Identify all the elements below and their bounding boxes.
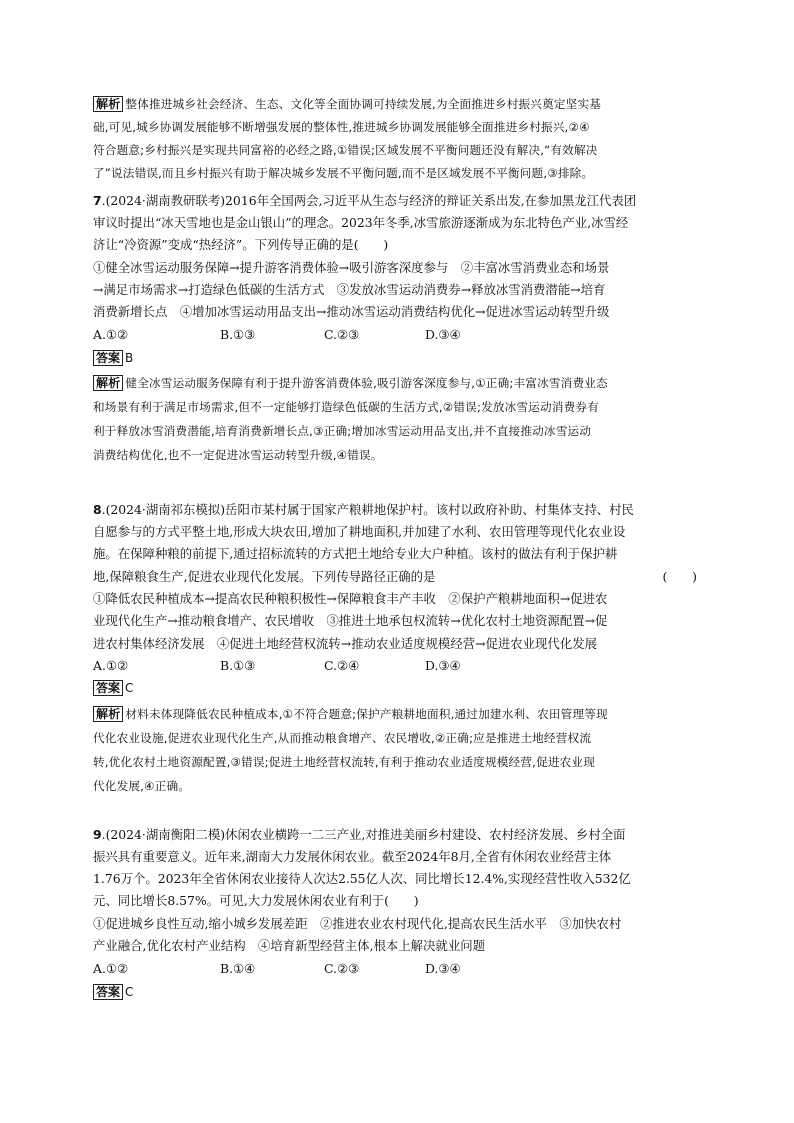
choice-b: B.①③ — [220, 327, 256, 342]
explanation-line: 础,可见,城乡协调发展能够不断增强发展的整体性,推进城乡协调发展能够全面推进乡村振兴,②④ — [93, 120, 590, 134]
question-number: 8 — [93, 502, 102, 517]
choice-a: A.①② — [93, 327, 129, 342]
question-stem-line: 济让“冷资源”变成“热经济”。下列传导正确的是( ) — [93, 237, 389, 252]
choice-b: B.①④ — [220, 961, 256, 976]
choice-a: A.①② — [93, 658, 129, 673]
question-stem-line: 1.76万个。2023年全省休闲农业接待人次达2.55亿人次、同比增长12.4%,实现经营性收入532亿 — [93, 871, 631, 886]
answer-line — [93, 984, 133, 1000]
question-stem-line: 审议时提出“冰天雪地也是金山银山”的理念。2023年冬季,冰雪旅游逐渐成为东北特色产业,冰雪经 — [93, 215, 629, 230]
question-9 — [93, 827, 705, 1027]
explanation-line: 和场景有利于满足市场需求,但不一定能够打造绿色低碳的生活方式,②错误;发放冰雪运动消费券有 — [93, 400, 600, 414]
choice-c: C.②④ — [324, 658, 360, 673]
option-text-line: 消费新增长点 ④增加冰雪运动用品支出→推动冰雪运动消费结构优化→促进冰雪运动转型升级 — [93, 304, 610, 319]
question-stem-line: 施。在保障种粮的前提下,通过招标流转的方式把土地给专业大户种植。该村的做法有利于保护耕 — [93, 546, 618, 561]
question-stem-line: 自愿参与的方式平整土地,形成大块农田,增加了耕地面积,并加建了水利、农田管理等现代化农业设 — [93, 524, 626, 539]
explanation-line: 转,优化农村土地资源配置,③错误;促进土地经营权流转,有利于推动农业适度规模经营,促进农业现 — [93, 755, 595, 769]
answer-value: C — [125, 681, 134, 695]
option-text-line: 进农村集体经济发展 ④促进土地经营权流转→推动农业适度规模经营→促进农业现代化发展 — [93, 636, 597, 651]
explanation-tag: 解析 — [93, 375, 123, 391]
question-8 — [93, 502, 705, 792]
explanation-line: 利于释放冰雪消费潜能,培育消费新增长点,③正确;增加冰雪运动用品支出,并不直接推动冰雪运动 — [93, 424, 592, 438]
explanation-line: 符合题意;乡村振兴是实现共同富裕的必经之路,①错误;区域发展不平衡问题还没有解决,“有效解决 — [93, 143, 598, 157]
explanation-q6 — [93, 96, 705, 182]
answer-value: B — [125, 351, 134, 365]
option-text-line: ①降低农民种植成本→提高农民种粮积极性→保障粮食丰产丰收 ②保护产粮耕地面积→促进农 — [93, 591, 608, 606]
answer-value: C — [125, 985, 134, 999]
explanation-line: 代化发展,④正确。 — [93, 779, 191, 793]
answer-tag: 答案 — [93, 680, 123, 696]
question-number: 9 — [93, 827, 102, 842]
answer-bracket: ( ) — [662, 569, 697, 584]
question-stem-line: 7.(2024·湖南教研联考)2016年全国两会,习近平从生态与经济的辩证关系出发,在参加黑龙江代表团 — [93, 193, 637, 208]
answer-tag: 答案 — [93, 350, 123, 366]
explanation-tag: 解析 — [93, 96, 123, 112]
option-text-line: 产业融合,优化农村产业结构 ④培育新型经营主体,根本上解决就业问题 — [93, 938, 485, 953]
choice-b: B.①③ — [220, 658, 256, 673]
option-text-line: ①健全冰雪运动服务保障→提升游客消费体验→吸引游客深度参与 ②丰富冰雪消费业态和场景 — [93, 260, 610, 275]
choice-c: C.②③ — [324, 327, 360, 342]
explanation-line: 代化农业设施,促进农业现代化生产,从而推动粮食增产、农民增收,②正确;应是推进土地经营权流 — [93, 731, 592, 745]
explanation-line: 消费结构优化,也不一定促进冰雪运动转型升级,④错误。 — [93, 448, 383, 462]
choice-d: D.③④ — [425, 327, 461, 342]
answer-tag: 答案 — [93, 984, 123, 1000]
choice-c: C.②③ — [324, 961, 360, 976]
explanation-line: 解析 健全冰雪运动服务保障有利于提升游客消费体验,吸引游客深度参与,①正确;丰富冰雪消费业态 — [93, 375, 608, 391]
option-text-line: ①促进城乡良性互动,缩小城乡发展差距 ②推进农业农村现代化,提高农民生活水平 ③加快农村 — [93, 916, 622, 931]
answer-line — [93, 680, 133, 696]
question-number: 7 — [93, 193, 102, 208]
explanation-line: 了”说法错误,而且乡村振兴有助于解决城乡发展不平衡问题,而不是区域发展不平衡问题,③排除。 — [93, 166, 594, 180]
choice-a: A.①② — [93, 961, 129, 976]
question-stem-line: 地,保障粮食生产,促进农业现代化发展。下列传导路径正确的是 — [93, 569, 436, 584]
question-stem-line: 元、同比增长8.57%。可见,大力发展休闲农业有利于( ) — [93, 893, 419, 908]
option-text-line: →满足市场需求→打造绿色低碳的生活方式 ③发放冰雪运动消费券→释放冰雪消费潜能→培育 — [93, 282, 606, 297]
question-stem-line: 8.(2024·湖南祁东模拟)岳阳市某村属于国家产粮耕地保护村。该村以政府补助、村集体支持、村民 — [93, 502, 634, 517]
explanation-line: 解析 材料未体现降低农民种植成本,①不符合题意;保护产粮耕地面积,通过加建水利、农田管理等现 — [93, 706, 608, 722]
answer-line — [93, 350, 133, 366]
choice-d: D.③④ — [425, 658, 461, 673]
explanation-tag: 解析 — [93, 706, 123, 722]
question-7 — [93, 193, 705, 483]
explanation-line: 解析 整体推进城乡社会经济、生态、文化等全面协调可持续发展,为全面推进乡村振兴奠定坚实基 — [93, 96, 601, 112]
option-text-line: 业现代化生产→推动粮食增产、农民增收 ③推进土地承包权流转→优化农村土地资源配置→促 — [93, 613, 608, 628]
choice-d: D.③④ — [425, 961, 461, 976]
question-stem-line: 振兴具有重要意义。近年来,湖南大力发展休闲农业。截至2024年8月,全省有休闲农业经营主体 — [93, 849, 612, 864]
question-stem-line: 9.(2024·湖南衡阳二模)休闲农业横跨一二三产业,对推进美丽乡村建设、农村经济发展、乡村全面 — [93, 827, 626, 842]
